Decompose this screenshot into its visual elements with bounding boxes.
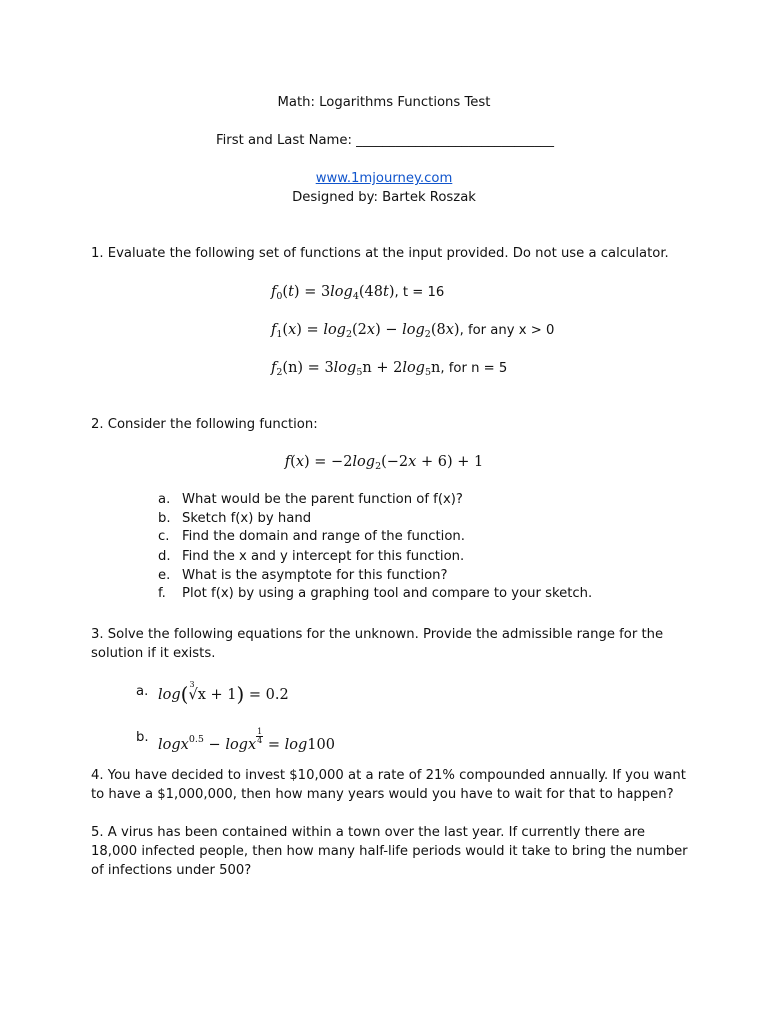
q3-prompt: 3. Solve the following equations for the unknown. Provide the admissible range for the solution if it exists. — [91, 627, 664, 661]
q1-prompt: 1. Evaluate the following set of functions at the input provided. Do not use a calculator. — [91, 246, 669, 261]
q1-f2-equation: $f_2(n) = 3\log_5n + 2\log_5n$, for n = 5 — [271, 360, 508, 378]
name-blank: ______________________________ — [356, 133, 554, 148]
q1-f1-condition: , for any x > 0 — [459, 323, 555, 338]
q1-f0-equation: $f_0(t) = 3\log_4(48t)$, t = 16 — [271, 284, 445, 302]
q5-prompt: 5. A virus has been contained within a town over the last year. If currently there are 18,000 infected people, then how many half-life periods would it take to bring the number of infections under 500? — [91, 825, 688, 878]
q3a-equation: log( 3 √x + 1) = 0.2 — [158, 680, 289, 706]
website-link[interactable]: www.1mjourney.com — [315, 171, 453, 186]
name-line — [216, 133, 554, 148]
name-label: First and Last Name: — [216, 133, 352, 148]
q3b-equation: logx$^{0.5}$ − logx $\frac{1}{4}$ = log100 — [158, 727, 335, 753]
q1-f0-condition: , t = 16 — [394, 285, 445, 300]
website-line — [0, 171, 768, 186]
q2-prompt: 2. Consider the following function: — [91, 417, 318, 432]
page-title: Math: Logarithms Functions Test — [277, 95, 491, 110]
q3a-label: a. — [136, 684, 149, 699]
designer-credit: Designed by: Bartek Roszak — [292, 190, 476, 205]
q3b-label: b. — [136, 730, 149, 745]
q4-prompt: 4. You have decided to invest $10,000 at a rate of 21% compounded annually. If you want to have a $1,000,000, then how many years would you have to wait for that to happen? — [91, 768, 686, 802]
q1-f1-equation: $f_1(x) = \log_2(2x) - \log_2(8x)$, for any x > 0 — [271, 322, 555, 340]
q2-equation: $f(x) = -2\log_2(-2x + 6) + 1$ — [284, 454, 484, 472]
q1-f2-condition: , for n = 5 — [440, 361, 508, 376]
